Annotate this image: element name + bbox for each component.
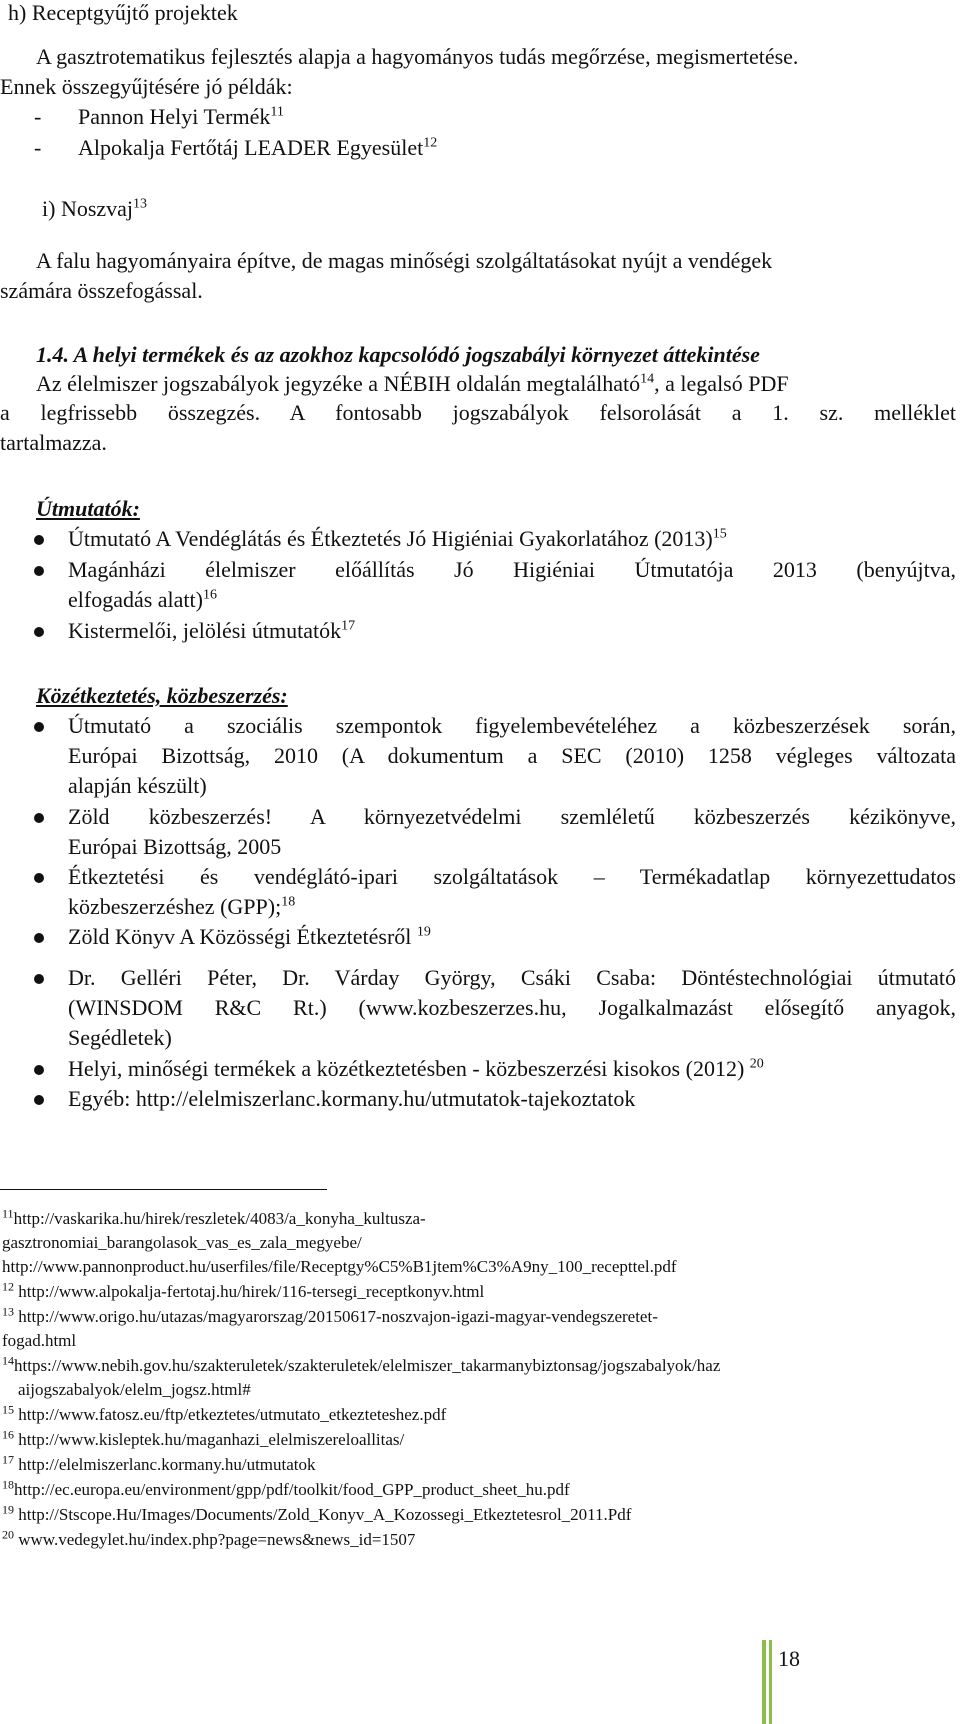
section-1-4-line1-tail: , a legalsó PDF <box>654 371 789 396</box>
list-item-line: (WINSDOM R&C Rt.) (www.kozbeszerzes.hu, Jogalkalmazást elősegítő anyagok, <box>68 995 956 1020</box>
bullet-icon <box>34 873 44 883</box>
footnote: $^{20}$ www.vedegylet.hu/index.php?page=news&news_id=1507 <box>2 1527 416 1549</box>
footnote-ref: 16 <box>203 587 217 603</box>
section-i-line2: számára összefogással. <box>0 278 203 303</box>
list-item-line: Magánházi élelmiszer előállítás Jó Higiéniai Útmutatója 2013 (benyújtva, <box>68 557 956 582</box>
bullet-icon <box>34 1095 44 1105</box>
list-item-text: Alpokalja Fertőtáj LEADER Egyesület <box>78 135 424 160</box>
section-1-4-line1-text: Az élelmiszer jogszabályok jegyzéke a NÉBIH oldalán megtalálható <box>36 371 641 396</box>
footnote: $^{19}$ http://Stscope.Hu/Images/Documents/Zold_Konyv_A_Kozossegi_Etkeztetesrol_2011.Pdf <box>2 1502 632 1524</box>
list-item-line: Étkeztetési és vendéglátó-ipari szolgáltatások – Termékadatlap környezettudatos <box>68 864 956 889</box>
bullet-icon <box>34 535 44 545</box>
list-item-line: Segédletek) <box>68 1025 172 1050</box>
list-item-text: Pannon Helyi Termék <box>78 104 271 129</box>
section-i-heading-text: i) Noszvaj <box>42 196 134 221</box>
footnote: $^{18}$http://ec.europa.eu/environment/gpp/pdf/toolkit/food_GPP_product_sheet_hu.pdf <box>2 1477 570 1499</box>
list-item-line: alapján készült) <box>68 773 207 798</box>
footnote-ref: 15 <box>712 526 727 542</box>
footnote-ref: 17 <box>341 618 356 634</box>
list-item-line: Útmutató a szociális szempontok figyelembevételéhez a közbeszerzések során, <box>68 713 956 738</box>
list-item-line: Zöld közbeszerzés! A környezetvédelmi szemléletű közbeszerzés kézikönyve, <box>68 804 956 829</box>
footnote: $^{12}$ http://www.alpokalja-fertotaj.hu/hirek/116-tersegi_receptkonyv.html <box>2 1279 485 1301</box>
bullet-icon <box>34 627 44 637</box>
footnote-line: aijogszabalyok/elelm_jogsz.html# <box>18 1380 251 1399</box>
list-item: Helyi, minőségi termékek a közétkeztetésben - közbeszerzési kisokos (2012) $^{20}$ <box>68 1056 764 1081</box>
list-item-line: közbeszerzéshez (GPP);$^{18}$ <box>68 894 296 919</box>
list-dash: - <box>34 104 42 129</box>
footnote: $^{13}$ http://www.origo.hu/utazas/magyarorszag/20150617-noszvajon-igazi-magyar-vendegszeretet- <box>2 1304 658 1326</box>
footnote-line: gasztronomiai_barangolasok_vas_es_zala_megyebe/ <box>2 1233 362 1252</box>
section-1-4-heading: 1.4. A helyi termékek és az azokhoz kapcsolódó jogszabályi környezet áttekintése <box>36 342 760 367</box>
list-item-line: Európai Bizottság, 2005 <box>68 834 282 859</box>
list-item: Útmutató A Vendéglátás és Étkeztetés Jó Higiéniai Gyakorlatához $(2013)^{15}$ <box>68 526 727 551</box>
section-1-4-line2: a legfrissebb összegzés. A fontosabb jogszabályok felsorolását a 1. sz. melléklet <box>0 400 956 425</box>
footnote-ref: 13 <box>133 196 148 212</box>
section-h-heading: h) Receptgyűjtő projektek <box>8 0 238 25</box>
footnote: $^{16}$ http://www.kisleptek.hu/maganhazi_elelmiszereloallitas/ <box>2 1427 405 1449</box>
footnote: $^{17}$ http://elelmiszerlanc.kormany.hu/utmutatok <box>2 1452 316 1474</box>
list-dash: - <box>34 135 42 160</box>
footnote-ref: 18 <box>281 894 296 910</box>
footnote-ref: 12 <box>423 135 438 151</box>
footnote-separator <box>0 1189 327 1190</box>
bullet-icon <box>34 1065 44 1075</box>
footnote-line: http://www.pannonproduct.hu/userfiles/file/Receptgy%C5%B1jtem%C3%A9ny_100_recepttel.pdf <box>2 1257 677 1276</box>
bullet-icon <box>34 566 44 576</box>
section-i-heading <box>42 194 147 224</box>
footnote: $^{11}$http://vaskarika.hu/hirek/reszletek/4083/a_konyha_kultusza- <box>2 1206 426 1228</box>
bullet-icon <box>34 722 44 732</box>
list-item: Kistermelői, jelölési útmutatók$^{17}$ <box>68 618 356 643</box>
list-item <box>0 102 284 132</box>
section-h-intro-line2: Ennek összegyűjtésére jó példák: <box>0 74 293 99</box>
bullet-icon <box>34 974 44 984</box>
list-item-line: elfogadás alatt)$^{16}$ <box>68 587 217 612</box>
page-number: 18 <box>778 1646 800 1671</box>
bullet-icon <box>34 813 44 823</box>
kozetkeztetes-heading: Közétkeztetés, közbeszerzés: <box>36 683 288 708</box>
list-item <box>0 133 437 163</box>
footnote: $^{15}$ http://www.fatosz.eu/ftp/etkeztetes/utmutato_etkezteteshez.pdf <box>2 1402 447 1424</box>
section-1-4-line3: tartalmazza. <box>0 430 107 455</box>
footnote-ref: 20 <box>749 1056 764 1072</box>
list-item-line: Európai Bizottság, 2010 (A dokumentum a SEC (2010) 1258 végleges változata <box>68 743 956 768</box>
page-number-bar <box>762 1640 766 1724</box>
utmutatok-heading: Útmutatók: <box>36 496 140 521</box>
list-item-line: Dr. Gelléri Péter, Dr. Várday György, Csáki Csaba: Döntéstechnológiai útmutató <box>68 965 956 990</box>
list-item: Zöld Könyv A Közösségi Étkeztetésről $^{19}$ <box>68 924 431 949</box>
section-h-intro-line1: A gasztrotematikus fejlesztés alapja a hagyományos tudás megőrzése, megismertetése. <box>36 44 799 69</box>
footnote-ref: 14 <box>640 371 655 387</box>
list-item: Egyéb: http://elelmiszerlanc.kormany.hu/utmutatok-tajekoztatok <box>68 1086 636 1111</box>
footnote-ref: 11 <box>270 104 284 120</box>
footnote-line: fogad.html <box>2 1331 77 1350</box>
footnote-ref: 19 <box>416 924 431 940</box>
bullet-icon <box>34 933 44 943</box>
section-i-line1: A falu hagyományaira építve, de magas minőségi szolgáltatásokat nyújt a vendégek <box>36 248 773 273</box>
footnote: $^{14}$https://www.nebih.gov.hu/szakteruletek/szakteruletek/elelmiszer_takarmanybiztonsag/jogszabalyok/haz <box>2 1353 721 1375</box>
page-number-bar <box>769 1640 772 1724</box>
section-1-4-line1 <box>36 369 956 399</box>
